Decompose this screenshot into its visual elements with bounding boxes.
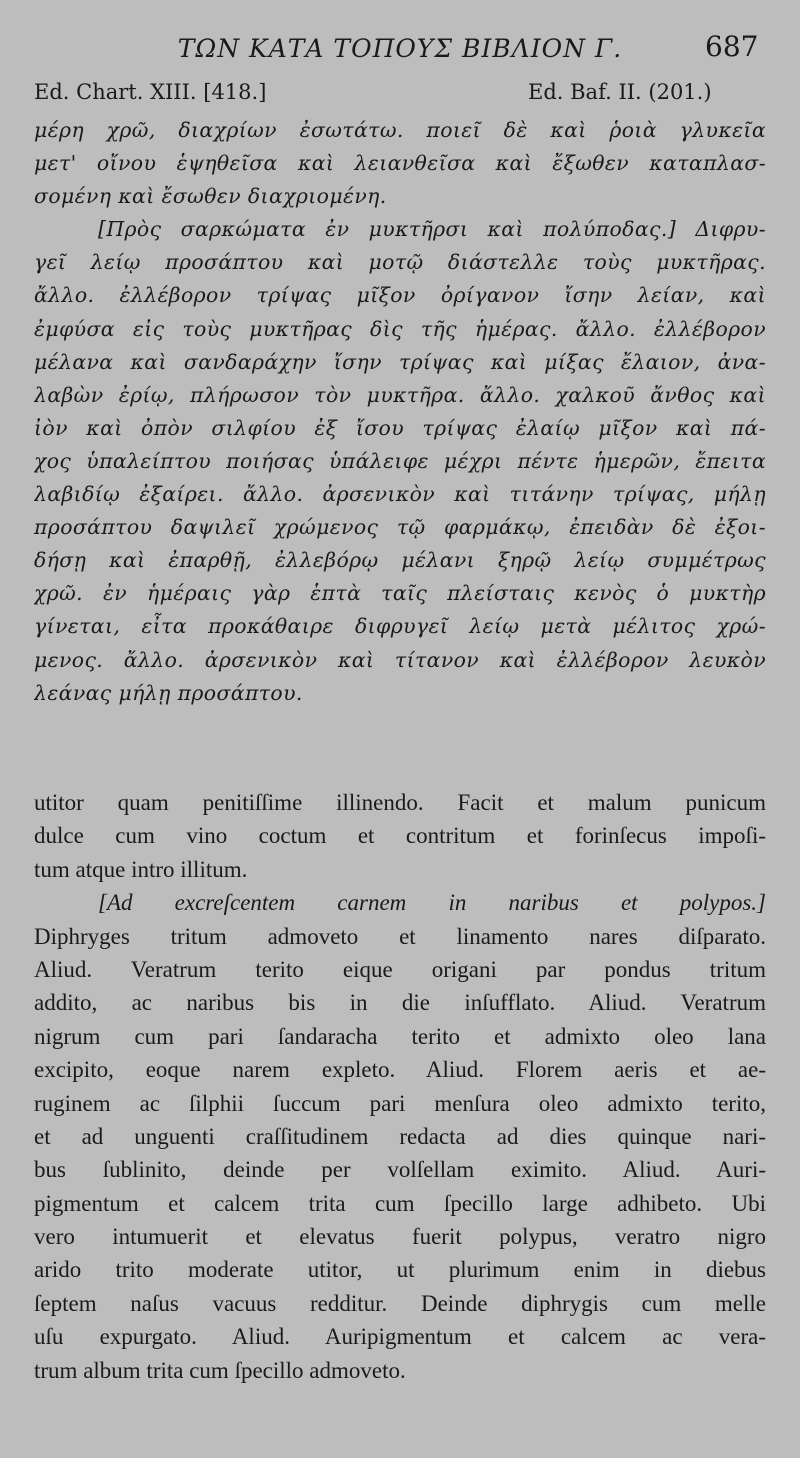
greek-line: ἰὸν καὶ ὀπὸν σιλφίου ἐξ ἴσου τρίψας ἐλαίῳ μῖξον καὶ πά-: [34, 415, 766, 440]
greek-line: δήσῃ καὶ ἐπαρθῇ, ἐλλεβόρῳ μέλανι ξηρῷ λείῳ συμμέτρως: [34, 548, 766, 573]
greek-line: μέλανα καὶ σανδαράχην ἴσην τρίψας καὶ μίξας ἔλαιον, ἀνα-: [34, 349, 766, 374]
greek-line: λαβιδίῳ ἐξαίρει. ἄλλο. ἀρσενικὸν καὶ τιτάνην τρίψας, μήλῃ: [34, 482, 766, 507]
latin-line: dulce cum vino coctum et contritum et forinſecus impoſi-: [34, 823, 766, 849]
latin-line: pigmentum et calcem trita cum ſpecillo large adhibeto. Ubi: [34, 1190, 766, 1216]
greek-line: μέρη χρῶ, διαχρίων ἐσωτάτω. ποιεῖ δὲ καὶ ῥοιὰ γλυκεῖα: [34, 118, 766, 142]
latin-line: excipito, eoque narem expleto. Aliud. Florem aeris et ae-: [34, 1057, 766, 1083]
greek-line: χρῶ. ἐν ἡμέραις γὰρ ἑπτὰ ταῖς πλείσταις κενὸς ὁ μυκτὴρ: [34, 581, 766, 606]
greek-line: ἄλλο. ἐλλέβορον τρίψας μῖξον ὀρίγανον ἴσην λείαν, καὶ: [34, 283, 766, 308]
greek-section-heading-line: [Πρὸς σαρκώματα ἐν μυκτῆρσι καὶ πολύποδας.] Διφρυ-: [98, 217, 766, 242]
greek-line: προσάπτου δαψιλεῖ χρώμενος τῷ φαρμάκῳ, ἐπειδὰν δὲ ἐξοι-: [34, 515, 766, 540]
greek-line: λεάνας μήλῃ προσάπτου.: [34, 680, 303, 705]
latin-line: Diphryges tritum admoveto et linamento nares diſparato.: [34, 923, 766, 949]
greek-line: γεῖ λείῳ προσάπτου καὶ μοτῷ διάστελλε τοὺς μυκτῆρας.: [34, 250, 766, 275]
edition-reference-chartier: Ed. Chart. XIII. [418.]: [34, 80, 267, 104]
greek-line: χος ὑπαλείπτου ποιήσας ὑπάλειφε μέχρι πέντε ἡμερῶν, ἔπειτα: [34, 448, 766, 473]
latin-line: ruginem ac ſilphii ſuccum pari menſura oleo admixto terito,: [34, 1090, 766, 1116]
latin-line: nigrum cum pari ſandaracha terito et admixto oleo lana: [34, 1023, 766, 1049]
edition-reference-basel: Ed. Baf. II. (201.): [528, 80, 712, 104]
latin-line: addito, ac naribus bis in die inſufflato. Aliud. Veratrum: [34, 990, 766, 1016]
latin-line: bus ſublinito, deinde per volſellam eximito. Aliud. Auri-: [34, 1157, 766, 1183]
latin-line: trum album trita cum ſpecillo admoveto.: [34, 1357, 406, 1383]
greek-line: σομένη καὶ ἔσωθεν διαχριομένη.: [34, 184, 387, 209]
latin-line: vero intumuerit et elevatus fuerit polypus, veratro nigro: [34, 1224, 766, 1250]
latin-section-heading: [Ad excreſcentem carnem in naribus et polypos.]: [98, 890, 766, 916]
page-number: 687: [705, 30, 759, 63]
greek-text-block: [34, 114, 766, 710]
running-title: ΤΩΝ ΚΑΤΑ ΤΟΠΟΥΣ ΒΙΒΛΙΟΝ Γ.: [177, 34, 623, 63]
greek-line: μενος. ἄλλο. ἀρσενικὸν καὶ τίτανον καὶ ἐλλέβορον λευκὸν: [34, 647, 766, 672]
latin-line: tum atque intro illitum.: [34, 856, 248, 882]
latin-text-block: [34, 786, 766, 1387]
greek-line: μετ' οἴνου ἑψηθεῖσα καὶ λειανθεῖσα καὶ ἔξωθεν καταπλασ-: [34, 151, 766, 176]
latin-line: ſeptem naſus vacuus redditur. Deinde diphrygis cum melle: [34, 1290, 766, 1316]
greek-line: ἐμφύσα εἰς τοὺς μυκτῆρας δὶς τῆς ἡμέρας. ἄλλο. ἐλλέβορον: [34, 316, 766, 341]
latin-line: uſu expurgato. Aliud. Auripigmentum et calcem ac vera-: [34, 1324, 766, 1350]
greek-line: γίνεται, εἶτα προκάθαιρε διφρυγεῖ λείῳ μετὰ μέλιτος χρώ-: [34, 614, 766, 639]
latin-line: arido trito moderate utitor, ut plurimum enim in diebus: [34, 1257, 766, 1283]
greek-line: λαβὼν ἐρίῳ, πλήρωσον τὸν μυκτῆρα. ἄλλο. χαλκοῦ ἄνθος καὶ: [34, 382, 766, 407]
latin-line: Aliud. Veratrum terito eique origani par pondus tritum: [34, 956, 766, 982]
latin-line: utitor quam penitiſſime illinendo. Facit et malum punicum: [34, 790, 766, 815]
latin-line: et ad unguenti craſſitudinem redacta ad dies quinque nari-: [34, 1123, 766, 1149]
